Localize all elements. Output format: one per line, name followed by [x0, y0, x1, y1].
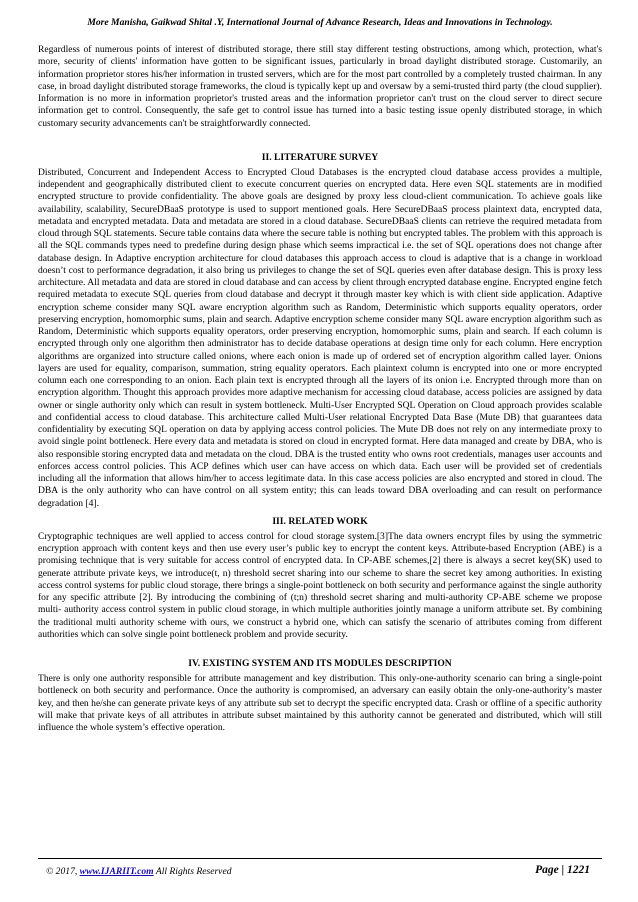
journal-website-link[interactable]: www.IJARIIT.com — [79, 866, 154, 877]
literature-survey-paragraph: Distributed, Concurrent and Independent Access to Encrypted Cloud Databases is the encrypted cloud database access provides a multiple, independent and geographically distributed client to execute concurrent queries on encrypted data. Here even SQL statements are in modified encrypted structure to provide confidentiality. The above goals are designed by proxy less cloud-client communication. To achieve goals like availability, scalability, SecureDBaaS prototype is used to support mentioned goals. Here SecureDBaaS process plaintext data, encrypted data, metadata and encrypted metadata. Data and metadata are stored in a cloud database. SecureDBaaS clients can retrieve the required metadata from cloud through SQL statements. Secure table contains data where the secure table is nothing but encrypted tables. The problem with this approach is all the SQL commands types need to predefine during design phase which seems impractical i.e. the set of SQL operations does not change after database design. In Adaptive encryption architecture for cloud databases this approach access to cloud is adaptive that is a change in workload doesn’t cost to performance degradation, it also bring us privileges to change the set of SQL queries even after database design. This is proxy less architecture. All metadata and data are stored in cloud database and can access by client through encrypted database engine. Encrypted engine fetch required metadata to execute SQL queries from cloud database and decrypt it through master key which is with client side application. Adaptive encryption scheme consider many SQL aware encryption algorithm such as Random, Deterministic which supports equality operators, order preserving encryption, homomorphic sums, plain and search. Adaptive encryption scheme consider many SQL aware encryption algorithm such as Random, Deterministic which supports equality operators, order preserving encryption, homomorphic sums, plain and search. If each column is encrypted through only one algorithm then administrator has to decide database operations at design time only for each column. Here encryption algorithms are organized into structure called onions, where each onion is made up of ordered set of encryption algorithm called layer. Onions layers are used for equality, comparison, summation, string equality operators. Each plaintext column is encrypted into one or more encrypted column each one corresponding to an onion. Each plain text is encrypted through all the layers of its onion i.e. Encrypted through more than on encryption algorithm. Thought this approach provides more adaptive mechanism for accessing cloud database, access policies are assigned by data owner or single authority only which can result in system bottleneck. Multi-User Encrypted SQL Operation on Cloud approach provides scalable and confidential access to cloud database. This architecture called Multi-User relational Encrypted Data Base (Mute DB) that guarantees data confidentiality by executing SQL operation on data by applying access control policies. The Mute DB does not rely on any intermediate proxy to avoid single point bottleneck. Here every data and metadata is stored on cloud in encrypted format. Here data managed and create by DBA, who is also responsible storing encrypted data and metadata on the cloud. DBA is the trusted entity who owns root credentials, manages user accounts and enforces access control policies. This ACP defines which user can have access on which data. Each user will be provided set of credentials including all the information that allows him/her to access legitimate data. In this case access policies are also encrypted and stored in cloud. The DBA is the only authority who can have control on all system entity; this can leads toward DBA overloading and can result on performance degradation [4]. — [38, 166, 602, 509]
related-work-paragraph: Cryptographic techniques are well applied to access control for cloud storage system.[3]The data owners encrypt files by using the symmetric encryption approach with content keys and then use every user’s public key to encrypt the content keys. Attribute-based Encryption (ABE) is a promising technique that is very suitable for access control of encrypted data. In CP-ABE schemes,[2] there is always a secret key(SK) used to generate attribute private keys, we introduce(t, n) threshold secret sharing into our scheme to share the secret key among authorities. In existing access control systems for public cloud storage, there brings a single-point bottleneck on both security and performance against the single authority for any specific attribute [2]. By introducing the combining of (t;n) threshold secret sharing and multi-authority CP-ABE scheme we propose multi- authority access control system in public cloud storage, in which multiple authorities jointly manage a uniform attribute set. By combining the traditional multi authority scheme with ours, we construct a hybrid one, which can satisfy the scenario of attributes coming from different authorities which can solve single point bottleneck problem and provide security. — [38, 530, 602, 640]
article-body — [38, 44, 602, 734]
section-heading-literature-survey: II. LITERATURE SURVEY — [261, 151, 379, 163]
section-heading-existing-system: IV. EXISTING SYSTEM AND ITS MODULES DESCRIPTION — [188, 658, 452, 669]
page-number: Page | 1221 — [535, 864, 590, 876]
footer-copyright — [46, 866, 232, 877]
copyright-suffix: All Rights Reserved — [153, 866, 232, 877]
copyright-prefix: © 2017, — [46, 866, 80, 877]
existing-system-paragraph: There is only one authority responsible for attribute management and key distribution. This only-one-authority scenario can bring a single-point bottleneck on both security and performance. Once the authority is compromised, an adversary can easily obtain the only-one-authority’s master key, and then he/she can generate private keys of any attribute sub set to decrypt the specific encrypted data. Crash or offline of a specific authority will make that private keys of all attributes in attribute subset maintained by this authority cannot be generated and distributed, which will still influence the whole system’s effective operation. — [38, 673, 602, 733]
footer-divider — [38, 858, 602, 859]
running-header: More Manisha, Gaikwad Shital .Y, International Journal of Advance Research, Ideas and Innovations in Technology. — [87, 17, 553, 28]
intro-paragraph: Regardless of numerous points of interest of distributed storage, there still stay different testing obstructions, among which, protection, what's more, security of clients' information have gotten to be significant issues, particularly in broad daylight distributed storage. Customarily, an information proprietor stores his/her information in trusted servers, which are for the most part controlled by a completely trusted chairman. In any case, in broad daylight distributed storage frameworks, the cloud is typically kept up and oversaw by a semi-trusted third party (the cloud supplier). Information is no more in information proprietor's trusted areas and the information proprietor can't trust on the cloud server to direct secure information get to control. Consequently, the safe get to control issue has turned into a basic testing issue openly distributed storage, in which customary security advancements can't be straightforwardly connected. — [38, 44, 602, 129]
section-heading-related-work: III. RELATED WORK — [272, 515, 368, 527]
paper-page — [38, 0, 602, 902]
